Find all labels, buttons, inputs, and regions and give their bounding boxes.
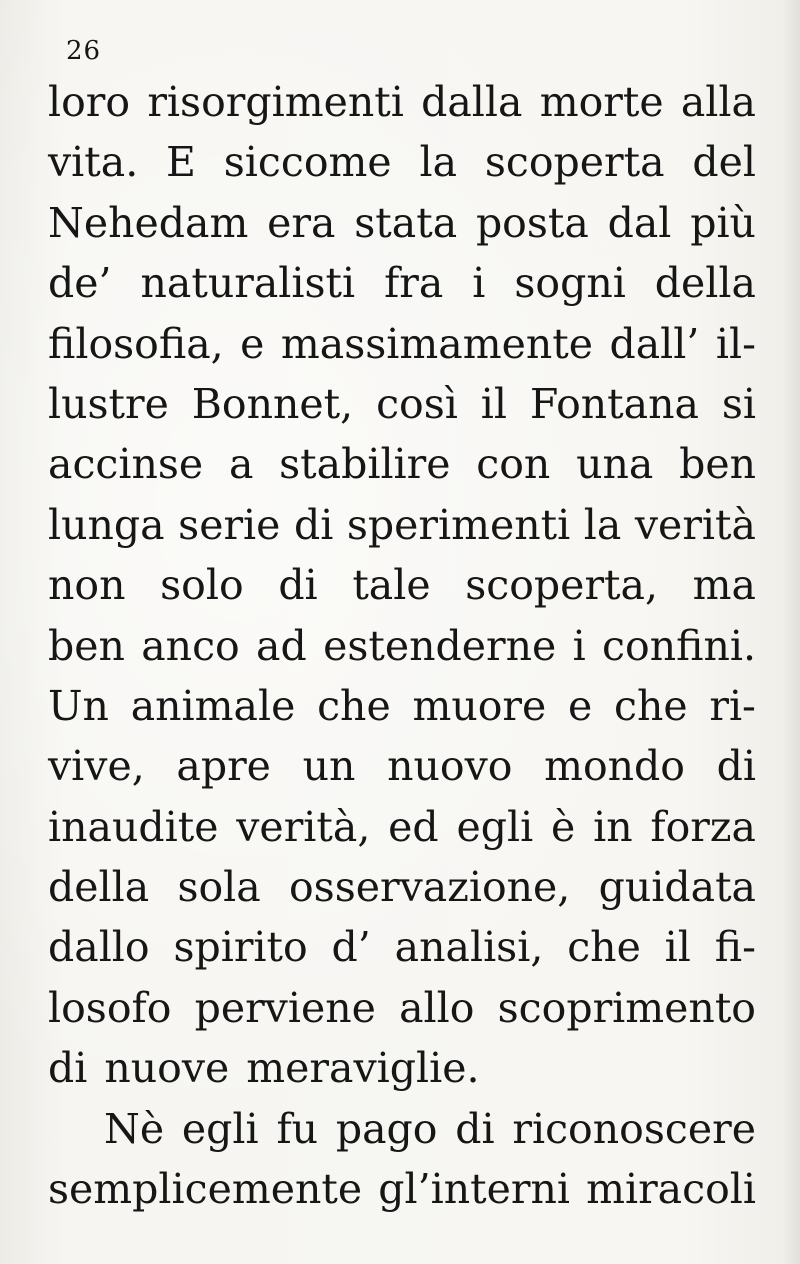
word: ed [388,802,439,851]
word: mondo [544,742,685,791]
text-line [48,253,756,313]
word: fu [276,1104,319,1153]
word: vita. [48,138,139,187]
word: con [476,440,551,489]
word: la [583,500,622,549]
word: miracoli [586,1165,756,1214]
word: si [721,379,756,428]
word: il- [715,319,756,368]
word: ben [679,440,756,489]
word: i [472,259,486,308]
word: filosofia, [48,319,224,368]
word: gl’interni [378,1165,571,1214]
text-line [48,374,756,434]
text-line [48,1099,756,1159]
word: posta [475,198,589,247]
word: Nè [104,1104,165,1153]
word: a [228,440,254,489]
word: egli [181,1104,259,1153]
word: animale [130,681,296,730]
word: siccome [223,138,392,187]
word: massimamente [280,319,593,368]
word: nuove [104,1044,230,1093]
word: estenderne [323,621,557,670]
word: morte [539,78,664,126]
word: egli [456,802,534,851]
word: ri- [709,681,756,730]
word: e [568,681,593,730]
word: di [48,1044,88,1093]
word: semplicemente [48,1165,363,1214]
word: pago [335,1104,438,1153]
word: di [293,500,334,549]
word: Bonnet, [191,379,354,428]
word: non [48,561,126,610]
text-line [48,1159,756,1219]
word: serie [178,500,281,549]
text-line [48,434,756,494]
word: verità [634,500,756,549]
word: losofo [48,983,172,1032]
text-line [48,314,756,374]
word: della [48,863,150,912]
word: che [613,681,688,730]
text-line [48,917,756,977]
word: ma [692,561,756,610]
word: scoprimento [497,983,756,1032]
word: nuovo [387,742,513,791]
word: della [654,259,756,308]
word: fra [384,259,444,308]
word: guidata [598,863,756,912]
word: perviene [194,983,376,1032]
word: solo [160,561,244,610]
word: muore [412,681,547,730]
word: che [567,923,641,972]
text-line [48,495,756,555]
word: verità, [236,802,371,851]
word: dal [607,198,672,247]
word: dalla [421,78,523,126]
word: lustre [48,379,169,428]
word: d’ [331,923,371,972]
word: dallo [48,923,150,972]
word: scoperta, [465,561,658,610]
word: sola [177,863,261,912]
word: stabilire [279,440,451,489]
word: riconoscere [512,1104,756,1153]
text-line [48,72,756,132]
word: allo [399,983,475,1032]
text-line [48,1038,756,1098]
word: meraviglie. [246,1044,480,1093]
word: e [240,319,265,368]
text-line [48,736,756,796]
word: sogni [514,259,626,308]
text-line [48,193,756,253]
word: ben [48,621,125,670]
word: scoperta [484,138,665,187]
word: del [692,138,756,187]
text-line [48,857,756,917]
word: spirito [173,923,308,972]
word: dall’ [609,319,700,368]
word: inaudite [48,802,219,851]
word: Fontana [529,379,699,428]
text-line [48,797,756,857]
word: de’ [48,259,112,308]
word: di [716,742,756,791]
word: fi- [714,923,756,972]
word: Nehedam [48,198,249,247]
text-line [48,555,756,615]
word: naturalisti [140,259,356,308]
word: Un [48,681,109,730]
word: loro [48,78,131,126]
word: che [317,681,391,730]
word: sperimenti [346,500,571,549]
body-text [48,72,756,1219]
word: è [551,802,576,851]
word: di [278,561,318,610]
word: lunga [48,500,165,549]
word: confini. [602,621,756,670]
word: il [664,923,691,972]
word: di [455,1104,495,1153]
word: il [480,379,507,428]
word: i [572,621,586,670]
word: risorgimenti [147,78,404,126]
word: osservazione, [289,863,571,912]
word: una [576,440,654,489]
word: apre [176,742,271,791]
word: la [419,138,458,187]
text-line [48,132,756,192]
word: vive, [48,742,145,791]
word: in [593,802,633,851]
word: così [376,379,458,428]
word: anco [141,621,240,670]
word: alla [680,78,756,126]
word: analisi, [394,923,544,972]
page-number: 26 [66,36,102,66]
text-line [48,978,756,1038]
word: stata [354,198,458,247]
word: tale [352,561,431,610]
word: E [166,138,196,187]
word: forza [650,802,756,851]
word: un [302,742,356,791]
word: ad [256,621,307,670]
word: accinse [48,440,204,489]
word: più [690,198,756,247]
text-line [48,616,756,676]
word: era [267,198,336,247]
text-line [48,676,756,736]
page-edge-shadow [782,0,800,1264]
